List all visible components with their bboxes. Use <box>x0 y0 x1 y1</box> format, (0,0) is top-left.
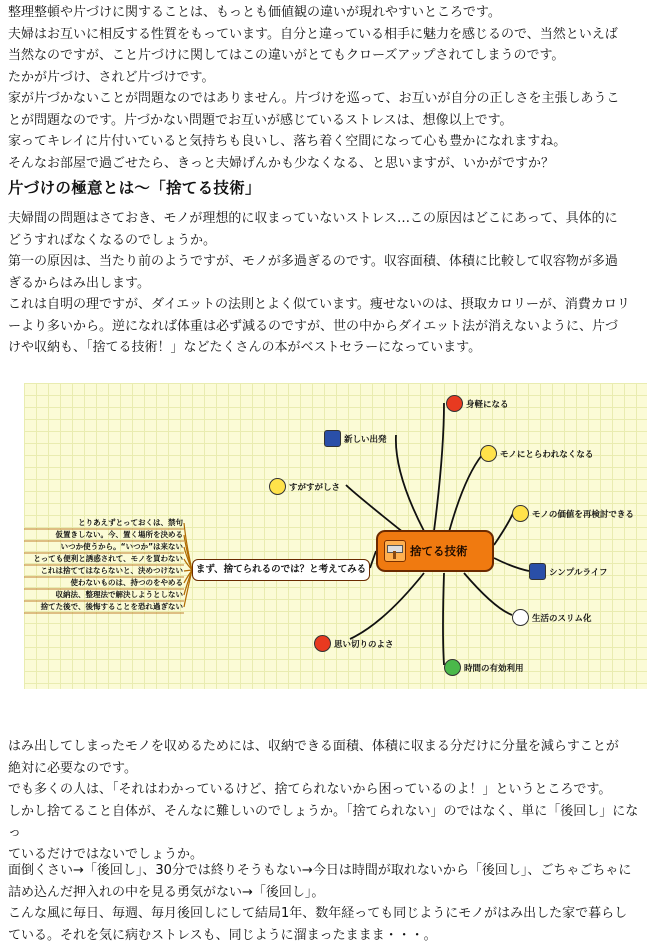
branch-node <box>512 505 634 522</box>
leaf-item: とっても便利と誘惑されて、モノを買わない <box>33 554 183 563</box>
branch-label: 身軽になる <box>466 399 509 410</box>
text-line: でも多くの人は、「それはわかっているけど、捨てられないから困っているのよ！」というところです。 <box>8 782 612 797</box>
runner-icon <box>512 609 529 626</box>
branch-label: シンプルライフ <box>549 567 608 578</box>
coin-icon <box>512 505 529 522</box>
leaf-connector <box>184 523 192 570</box>
branch-label: モノにとらわれなくなる <box>500 449 594 460</box>
text-line: 絶対に必要なのです。 <box>8 760 137 776</box>
text-line: とが問題なのです。片づかない問題でお互いが感じているストレスは、想像以上です。 <box>8 112 513 128</box>
branch-label: 生活のスリム化 <box>532 613 592 624</box>
section-heading: 片づけの極意とは～「捨てる技術」 <box>8 179 261 197</box>
section1-paragraph <box>8 208 644 359</box>
branch-node <box>480 445 593 462</box>
branch-node <box>324 430 387 447</box>
branch-node <box>512 609 592 626</box>
connector-line <box>449 455 482 532</box>
connector-line <box>494 558 529 571</box>
box-icon <box>529 563 546 580</box>
branch-node <box>529 563 607 580</box>
text-line: 整理整頓や片づけに関することは、もっとも価値観の違いが現れやすいところです。 <box>8 5 501 20</box>
branch-label: 思い切りのよさ <box>334 639 394 650</box>
central-node <box>376 530 494 572</box>
branch-node <box>269 478 340 495</box>
text-line: ぎるからはみ出します。 <box>8 275 150 291</box>
leaf-item: これは捨ててはならないと、決めつけない <box>40 566 183 575</box>
connector-line <box>434 403 444 531</box>
clock-icon <box>444 659 461 676</box>
text-line: 夫婦間の問題はさておき、モノが理想的に収まっていないストレス…この原因はどこにあって、具体的に <box>8 211 618 226</box>
fire-icon <box>446 395 463 412</box>
smile-icon <box>480 445 497 462</box>
leaf-item: とりあえずとっておくは、禁句 <box>78 518 183 527</box>
text-line: どうすればなくなるのでしょうか。 <box>8 232 217 248</box>
connector-line <box>443 573 444 665</box>
text-line: こんな風に毎日、毎週、毎月後回しにして結局1年、数年経っても同じようにモノがはみ出した家で暮らし <box>8 906 628 921</box>
branch-node <box>446 395 509 412</box>
central-node-label: 捨てる技術 <box>410 544 468 558</box>
connector-line <box>396 435 424 531</box>
text-line: 家ってキレイに片付いていると気持ちも良いし、落ち着く空間になって心も豊かになれますね。 <box>8 134 567 149</box>
branch-label: 時間の有効利用 <box>464 663 524 674</box>
flame-icon <box>314 635 331 652</box>
intro-paragraph <box>8 2 644 174</box>
text-line: ーより多いから。逆になれば体重は必ず減るのですが、世の中からダイエット法が消えないように、片づ <box>8 318 618 334</box>
sparkle-face-icon <box>269 478 286 495</box>
leaf-item: 捨てた後で、後悔することを恐れ過ぎない <box>40 602 183 611</box>
text-line: 面倒くさい→「後回し」、30分では終りそうもない→今日は時間が取れないから「後回し」、ごちゃごちゃに <box>8 863 632 878</box>
main-branch-node: まず、捨てられるのでは？と考えてみる <box>192 559 370 581</box>
hammer-icon <box>384 540 406 562</box>
text-line: ているだけではないでしょうか。 <box>8 846 204 862</box>
section3-paragraph <box>8 860 644 946</box>
leaf-item: 収納法、整理法で解決しようとしない <box>55 590 183 599</box>
connector-line <box>464 573 512 615</box>
calendar-icon <box>324 430 341 447</box>
branch-node <box>444 659 524 676</box>
text-line: これは自明の理ですが、ダイエットの法則とよく似ています。痩せないのは、摂取カロリーが、消費カロリ <box>8 297 630 312</box>
text-line: けや収納も、「捨てる技術！」などたくさんの本がベストセラーになっています。 <box>8 340 482 355</box>
leaf-item: 使わないものは、持つのをやめる <box>70 578 183 587</box>
leaf-item: 仮置きしない。今、置く場所を決める <box>55 530 183 539</box>
connector-line <box>494 511 514 545</box>
text-line: 詰め込んだ押入れの中を見る勇気がない→「後回し」。 <box>8 884 325 900</box>
text-line: 第一の原因は、当たり前のようですが、モノが多過ぎるのです。収容面積、体積に比較して収容物が多過 <box>8 254 618 269</box>
branch-label: モノの価値を再検討できる <box>532 509 634 520</box>
section2-paragraph <box>8 736 644 865</box>
text-line: 夫婦はお互いに相反する性質をもっています。自分と違っている相手に魅力を感じるので、当然といえば <box>8 26 618 42</box>
text-line: はみ出してしまったモノを収めるためには、収納できる面積、体積に収まる分だけに分量を減らすことが <box>8 739 619 754</box>
text-line: 当然なのですが、こと片づけに関してはこの違いがとてもクローズアップされてしまうのです。 <box>8 48 565 63</box>
connector-line <box>346 485 404 533</box>
branch-node <box>314 635 394 652</box>
connector-line <box>350 573 424 639</box>
text-line: ている。それを気に病むストレスも、同じように溜まったままま・・・。 <box>8 927 437 943</box>
mind-map-diagram <box>24 383 647 689</box>
leaf-item: いつか使うから。“いつか”は来ない <box>60 542 183 551</box>
text-line: しかし捨てること自体が、そんなに難しいのでしょうか。「捨てられない」のではなく、単に「後回し」になっ <box>8 803 639 840</box>
text-line: 家が片づかないことが問題なのではありません。片づけを巡って、お互いが自分の正しさを主張しあうこ <box>8 91 620 106</box>
branch-label: すがすがしさ <box>289 482 341 493</box>
branch-label: 新しい出発 <box>344 434 387 445</box>
text-line: たかが片づけ、されど片づけです。 <box>8 69 215 85</box>
text-line: そんなお部屋で過ごせたら、きっと夫婦げんかも少なくなる、と思いますが、いかがですか？ <box>8 155 555 171</box>
